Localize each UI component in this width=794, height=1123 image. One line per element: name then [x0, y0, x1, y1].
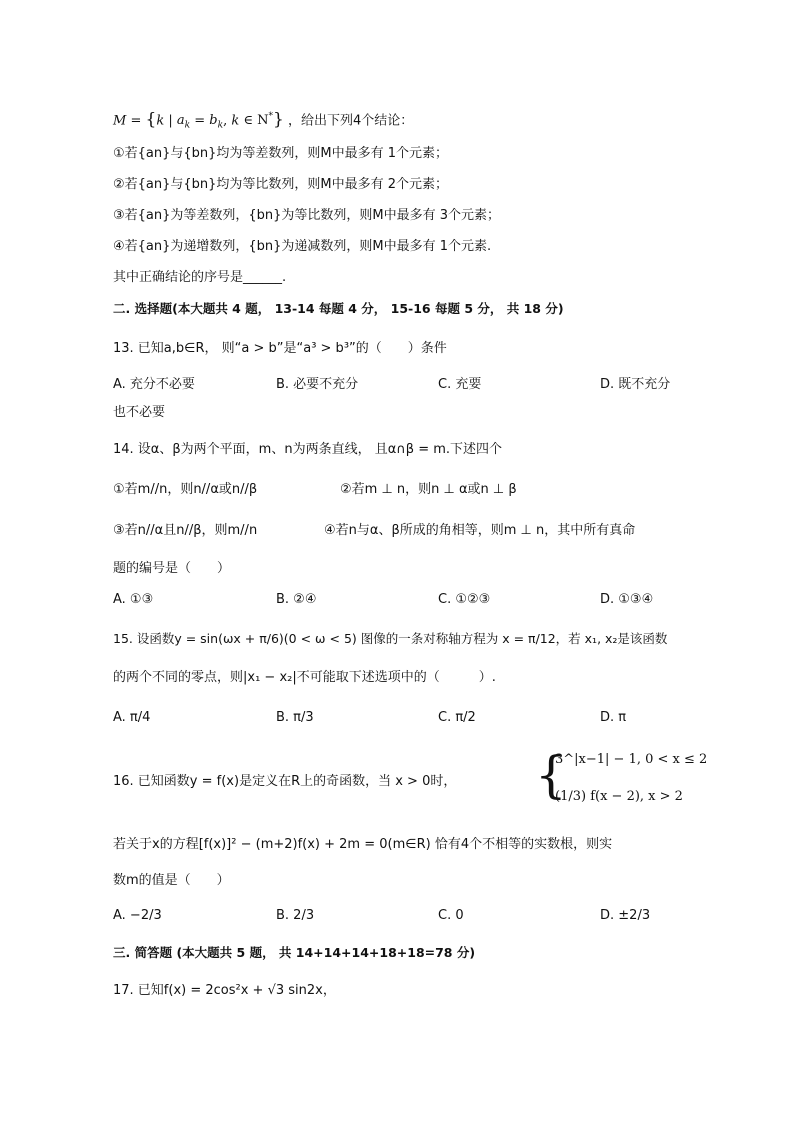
- q14-option-c: C. ①②③: [438, 592, 491, 607]
- q14-statement-3: ③若n//α且n//β，则m//n: [113, 523, 258, 538]
- piecewise-brace: {: [535, 746, 567, 804]
- q16-case-1: 3^|x−1| − 1, 0 < x ≤ 2: [555, 752, 708, 767]
- q14-option-d: D. ①③④: [600, 592, 654, 607]
- q16-case-2: (1/3) f(x − 2), x > 2: [555, 789, 683, 804]
- q14-stem-end: 题的编号是（ ）: [113, 561, 231, 576]
- q16-option-b: B. 2/3: [276, 908, 315, 923]
- q17-stem: 17. 已知f(x) = 2cos²x + √3 sin2x，: [113, 983, 336, 998]
- q16-stem-2: 若关于x的方程[f(x)]² − (m+2)f(x) + 2m = 0(m∈R) 恰有4个不相等的实数根，则实: [113, 837, 613, 852]
- q15-option-c: C. π/2: [438, 710, 476, 725]
- q14-statement-1: ①若m//n，则n//α或n//β: [113, 482, 258, 497]
- q16-stem-3: 数m的值是（ ）: [113, 873, 230, 888]
- conclusion-2: ②若{an}与{bn}均为等比数列，则M中最多有 2个元素；: [113, 177, 449, 192]
- conclusion-1: ①若{an}与{bn}均为等差数列，则M中最多有 1个元素；: [113, 146, 449, 161]
- section-2-header: 二. 选择题(本大题共 4 题， 13-14 每题 4 分， 15-16 每题 5 分， 共 18 分): [113, 301, 564, 316]
- set-definition: M = {k | $a_k = b_k$, k ∈ N*} ，给出下列4个结论：: [113, 109, 414, 131]
- q14-stem: 14. 设α、β为两个平面，m、n为两条直线， 且α∩β = m.下述四个: [113, 442, 503, 457]
- q13-option-d-cont: 也不必要: [113, 405, 166, 420]
- q14-statement-4: ④若n与α、β所成的角相等，则m ⊥ n，其中所有真命: [324, 523, 636, 538]
- conclusion-4: ④若{an}为递增数列，{bn}为递减数列，则M中最多有 1个元素.: [113, 239, 492, 254]
- q13-option-b: B. 必要不充分: [276, 377, 359, 392]
- q13-option-c: C. 充要: [438, 377, 482, 392]
- q14-option-a: A. ①③: [113, 592, 154, 607]
- q16-option-d: D. ±2/3: [600, 908, 651, 923]
- q13-option-d: D. 既不充分: [600, 377, 671, 392]
- q14-option-b: B. ②④: [276, 592, 317, 607]
- q12-answer-prompt: 其中正确结论的序号是______.: [113, 270, 287, 285]
- set-definition-tail: ，给出下列4个结论：: [287, 113, 414, 129]
- q16-stem: 16. 已知函数y = f(x)是定义在R上的奇函数，当 x > 0时，: [113, 774, 457, 789]
- q16-option-c: C. 0: [438, 908, 464, 923]
- q13-stem: 13. 已知a,b∈R， 则“a > b”是“a³ > b³”的（ ）条件: [113, 341, 447, 356]
- conclusion-3: ③若{an}为等差数列，{bn}为等比数列，则M中最多有 3个元素；: [113, 208, 501, 223]
- section-3-header: 三. 简答题 (本大题共 5 题， 共 14+14+14+18+18=78 分): [113, 945, 476, 960]
- q15-option-b: B. π/3: [276, 710, 314, 725]
- q15-option-d: D. π: [600, 710, 627, 725]
- q15-option-a: A. π/4: [113, 710, 151, 725]
- q13-option-a: A. 充分不必要: [113, 377, 195, 392]
- q15-stem-2: 的两个不同的零点，则|x₁ − x₂|不可能取下述选项中的（ ）.: [113, 670, 496, 685]
- q16-option-a: A. −2/3: [113, 908, 162, 923]
- q14-statement-2: ②若m ⊥ n，则n ⊥ α或n ⊥ β: [340, 482, 517, 497]
- q15-stem: 15. 设函数y = sin(ωx + π/6)(0 < ω < 5) 图像的一条对称轴方程为 x = π/12，若 x₁, x₂是该函数: [113, 631, 668, 646]
